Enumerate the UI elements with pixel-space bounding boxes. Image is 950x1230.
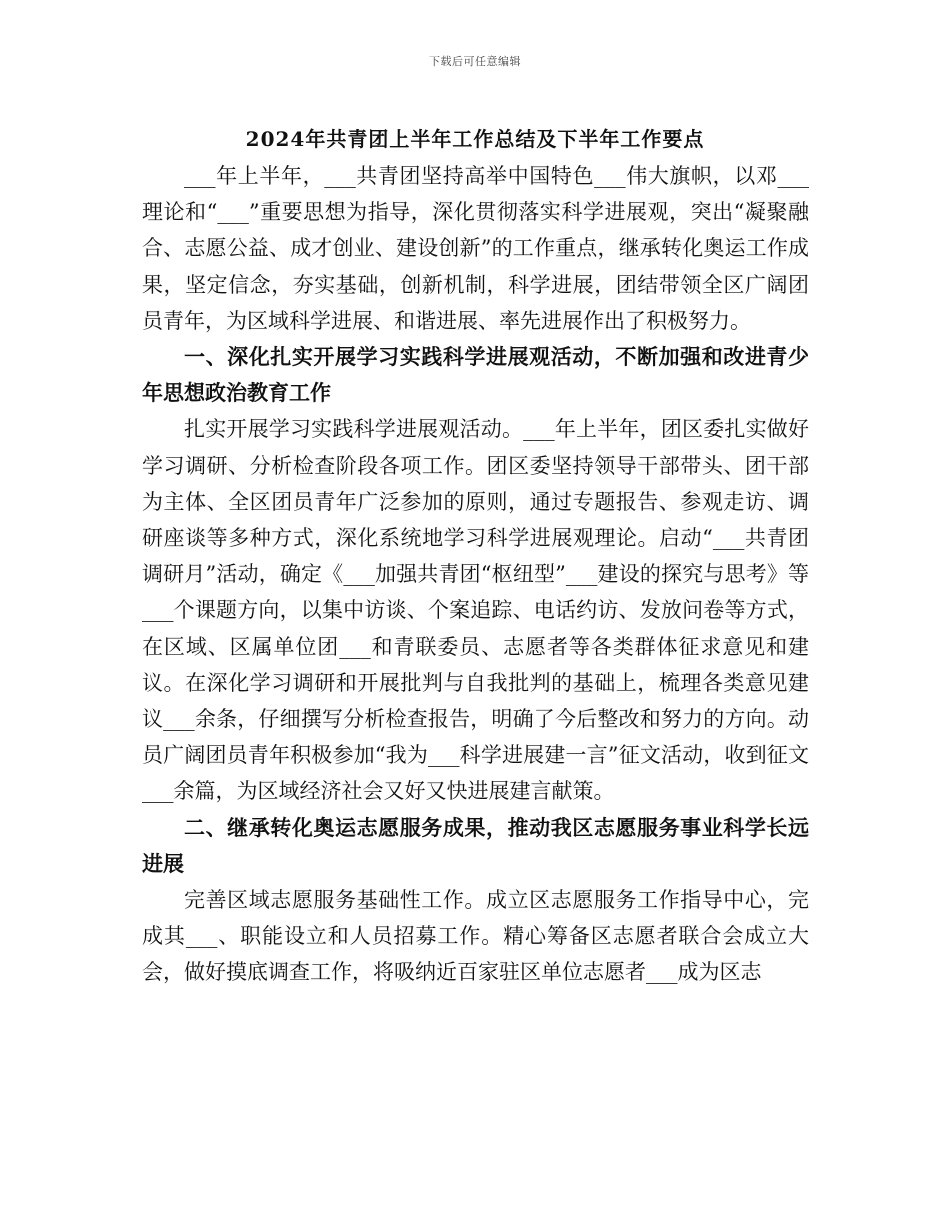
section-heading: 一、深化扎实开展学习实践科学进展观活动，不断加强和改进青少年思想政治教育工作	[142, 344, 809, 406]
document-title: 2024年共青团上半年工作总结及下半年工作要点	[245, 127, 705, 151]
body-paragraph: 扎实开展学习实践科学进展观活动。___年上半年，团区委扎实做好学习调研、分析检查阶段各项工作。团区委坚持领导干部带头、团干部为主体、全区团员青年广泛参加的原则，通过专题报告、参观走访、调研座谈等多种方式，深化系统地学习科学进展观理论。启动“___共青团调研月”活动，确定《___加强共青团“枢纽型”___建设的探究与思考》等___个课题方向，以集中访谈、个案追踪、电话约访、发放问卷等方式，在区域、区属单位团___和青联委员、志愿者等各类群体征求意见和建议。在深化学习调研和开展批判与自我批判的基础上，梳理各类意见建议___余条，仔细撰写分析检查报告，明确了今后整改和努力的方向。动员广阔团员青年积极参加“我为___科学进展建一言”征文活动，收到征文___余篇，为区域经济社会又好又快进展建言献策。	[142, 417, 809, 804]
body-paragraph: 完善区域志愿服务基础性工作。成立区志愿服务工作指导中心，完成其___、职能设立和人员招募工作。精心筹备区志愿者联合会成立大会，做好摸底调查工作，将吸纳近百家驻区单位志愿者___成为区志	[142, 888, 809, 985]
header-note: 下载后可任意编辑	[429, 55, 521, 68]
document-body	[142, 158, 809, 991]
body-paragraph: ___年上半年，___共青团坚持高举中国特色___伟大旗帜，以邓___理论和“___”重要思想为指导，深化贯彻落实科学进展观，突出“凝聚融合、志愿公益、成才创业、建设创新”的工作重点，继承转化奥运工作成果，坚定信念，夯实基础，创新机制，科学进展，团结带领全区广阔团员青年，为区域科学进展、和谐进展、率先进展作出了积极努力。	[142, 164, 809, 333]
section-heading: 二、继承转化奥运志愿服务成果，推动我区志愿服务事业科学长远进展	[142, 814, 809, 876]
